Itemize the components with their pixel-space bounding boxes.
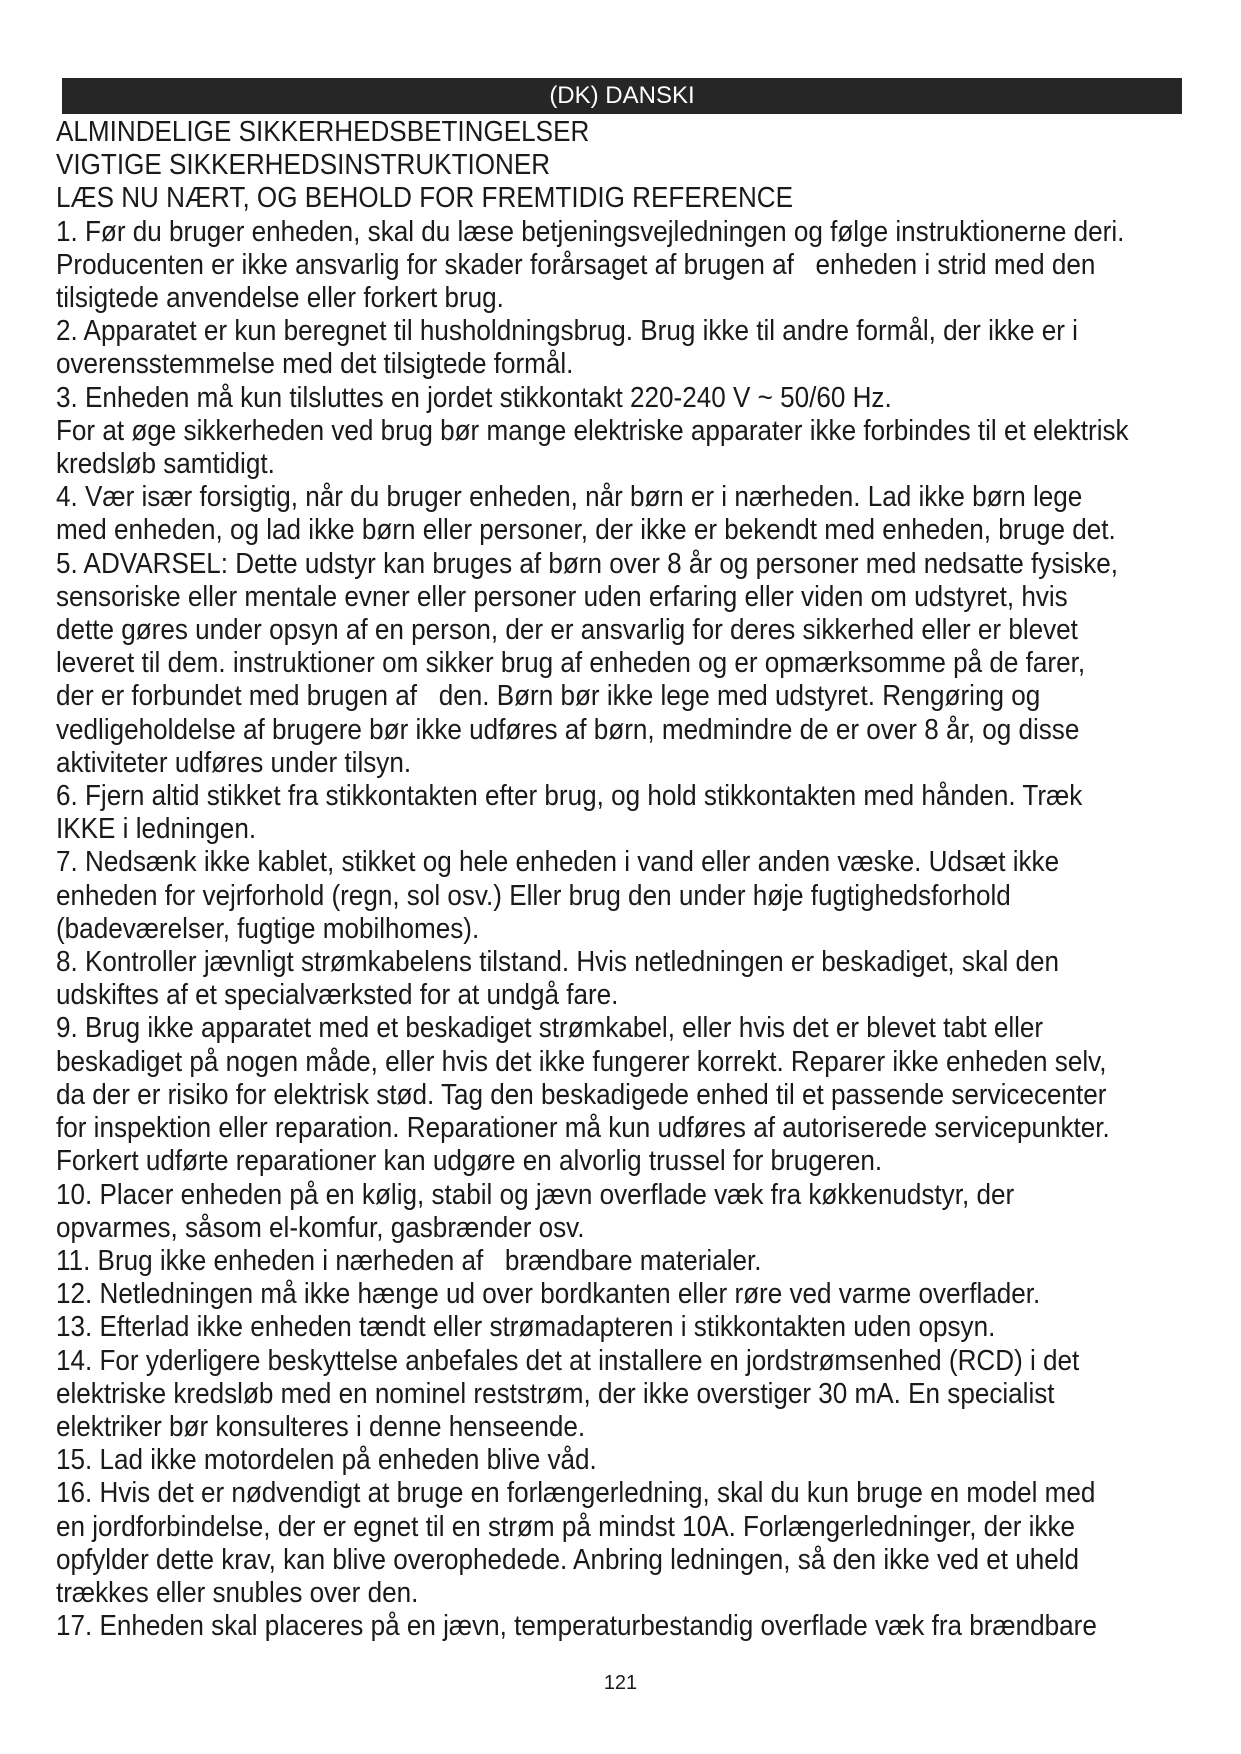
- page-number: 121: [603, 1672, 638, 1694]
- body-text-line: for inspektion eller reparation. Reparationer må kun udføres af autoriserede servicepunkter.: [56, 1112, 1110, 1145]
- body-text-line: aktiviteter udføres under tilsyn.: [56, 746, 412, 779]
- body-text-line: (badeværelser, fugtige mobilhomes).: [56, 912, 480, 945]
- body-text-line: 12. Netledningen må ikke hænge ud over bordkanten eller røre ved varme overflader.: [56, 1278, 1041, 1311]
- body-text-line: elektriske kredsløb med en nominel reststrøm, der ikke overstiger 30 mA. En specialist: [56, 1377, 1055, 1410]
- body-text-line: 7. Nedsænk ikke kablet, stikket og hele enheden i vand eller anden væske. Udsæt ikke: [56, 846, 1060, 879]
- body-text-line: kredsløb samtidigt.: [56, 448, 275, 481]
- body-text-line: 13. Efterlad ikke enheden tændt eller strømadapteren i stikkontakten uden opsyn.: [56, 1311, 996, 1344]
- body-text-line: 17. Enheden skal placeres på en jævn, temperaturbestandig overflade væk fra brændbare: [56, 1610, 1097, 1643]
- body-text-line: med enheden, og lad ikke børn eller personer, der ikke er bekendt med enheden, bruge det.: [56, 514, 1116, 547]
- section-heading: ALMINDELIGE SIKKERHEDSBETINGELSER: [56, 116, 590, 148]
- section-heading: VIGTIGE SIKKERHEDSINSTRUKTIONER: [56, 149, 551, 182]
- body-text-line: sensoriske eller mentale evner eller personer uden erfaring eller viden om udstyret, hvis: [56, 580, 1068, 613]
- body-text-line: enheden for vejrforhold (regn, sol osv.) Eller brug den under høje fugtighedsforhold: [56, 879, 1011, 912]
- body-text-line: elektriker bør konsulteres i denne henseende.: [56, 1410, 586, 1443]
- body-text-line: IKKE i ledningen.: [56, 813, 257, 846]
- body-text-line: der er forbundet med brugen af den. Børn bør ikke lege med udstyret. Rengøring og: [56, 680, 1041, 713]
- language-header-bar: [62, 78, 1182, 114]
- body-text-line: Producenten er ikke ansvarlig for skader forårsaget af brugen af enheden i strid med den: [56, 248, 1096, 281]
- body-text-line: opvarmes, såsom el-komfur, gasbrænder osv.: [56, 1211, 585, 1244]
- body-text-line: 6. Fjern altid stikket fra stikkontakten efter brug, og hold stikkontakten med hånden. Træk: [56, 780, 1083, 813]
- body-text-line: en jordforbindelse, der er egnet til en strøm på mindst 10A. Forlængerledninger, der ikke: [56, 1510, 1076, 1543]
- body-text-line: 10. Placer enheden på en kølig, stabil og jævn overflade væk fra køkkenudstyr, der: [56, 1178, 1015, 1211]
- language-label: (DK) DANSKI: [549, 82, 695, 109]
- body-text-line: beskadiget på nogen måde, eller hvis det ikke fungerer korrekt. Reparer ikke enheden selv,: [56, 1045, 1107, 1078]
- body-text-line: dette gøres under opsyn af en person, der er ansvarlig for deres sikkerhed eller er blevet: [56, 614, 1078, 647]
- body-text-line: 2. Apparatet er kun beregnet til husholdningsbrug. Brug ikke til andre formål, der ikke er i: [56, 315, 1078, 348]
- body-text-line: opfylder dette krav, kan blive overophedede. Anbring ledningen, så den ikke ved et uheld: [56, 1543, 1080, 1576]
- body-text-line: 15. Lad ikke motordelen på enheden blive våd.: [56, 1444, 597, 1477]
- body-text-line: 4. Vær især forsigtig, når du bruger enheden, når børn er i nærheden. Lad ikke børn lege: [56, 481, 1083, 514]
- body-text-line: overensstemmelse med det tilsigtede formål.: [56, 348, 574, 381]
- body-text-line: 9. Brug ikke apparatet med et beskadiget strømkabel, eller hvis det er blevet tabt eller: [56, 1012, 1044, 1045]
- body-text-line: leveret til dem. instruktioner om sikker brug af enheden og er opmærksomme på de farer,: [56, 647, 1086, 680]
- body-text-line: tilsigtede anvendelse eller forkert brug.: [56, 282, 504, 315]
- body-text-line: Forkert udførte reparationer kan udgøre en alvorlig trussel for brugeren.: [56, 1145, 883, 1178]
- body-text-line: da der er risiko for elektrisk stød. Tag den beskadigede enhed til et passende servicecenter: [56, 1078, 1107, 1111]
- body-text-line: udskiftes af et specialværksted for at undgå fare.: [56, 979, 619, 1012]
- section-heading: LÆS NU NÆRT, OG BEHOLD FOR FREMTIDIG REFERENCE: [56, 182, 794, 215]
- body-text-line: 16. Hvis det er nødvendigt at bruge en forlængerledning, skal du kun bruge en model med: [56, 1477, 1096, 1510]
- body-text-line: 5. ADVARSEL: Dette udstyr kan bruges af børn over 8 år og personer med nedsatte fysiske,: [56, 547, 1118, 580]
- body-text-line: 11. Brug ikke enheden i nærheden af brændbare materialer.: [56, 1244, 762, 1277]
- body-text-line: 8. Kontroller jævnligt strømkabelens tilstand. Hvis netledningen er beskadiget, skal den: [56, 946, 1060, 979]
- body-text-line: For at øge sikkerheden ved brug bør mange elektriske apparater ikke forbindes til et elektrisk: [56, 414, 1129, 447]
- body-text-line: vedligeholdelse af brugere bør ikke udføres af børn, medmindre de er over 8 år, og disse: [56, 713, 1080, 746]
- body-text-line: 1. Før du bruger enheden, skal du læse betjeningsvejledningen og følge instruktionerne deri.: [56, 215, 1125, 248]
- document-body: [56, 116, 1186, 1643]
- body-text-line: trækkes eller snubles over den.: [56, 1576, 419, 1609]
- body-text-line: 3. Enheden må kun tilsluttes en jordet stikkontakt 220-240 V ~ 50/60 Hz.: [56, 381, 892, 414]
- body-text-line: 14. For yderligere beskyttelse anbefales det at installere en jordstrømsenhed (RCD) i det: [56, 1344, 1080, 1377]
